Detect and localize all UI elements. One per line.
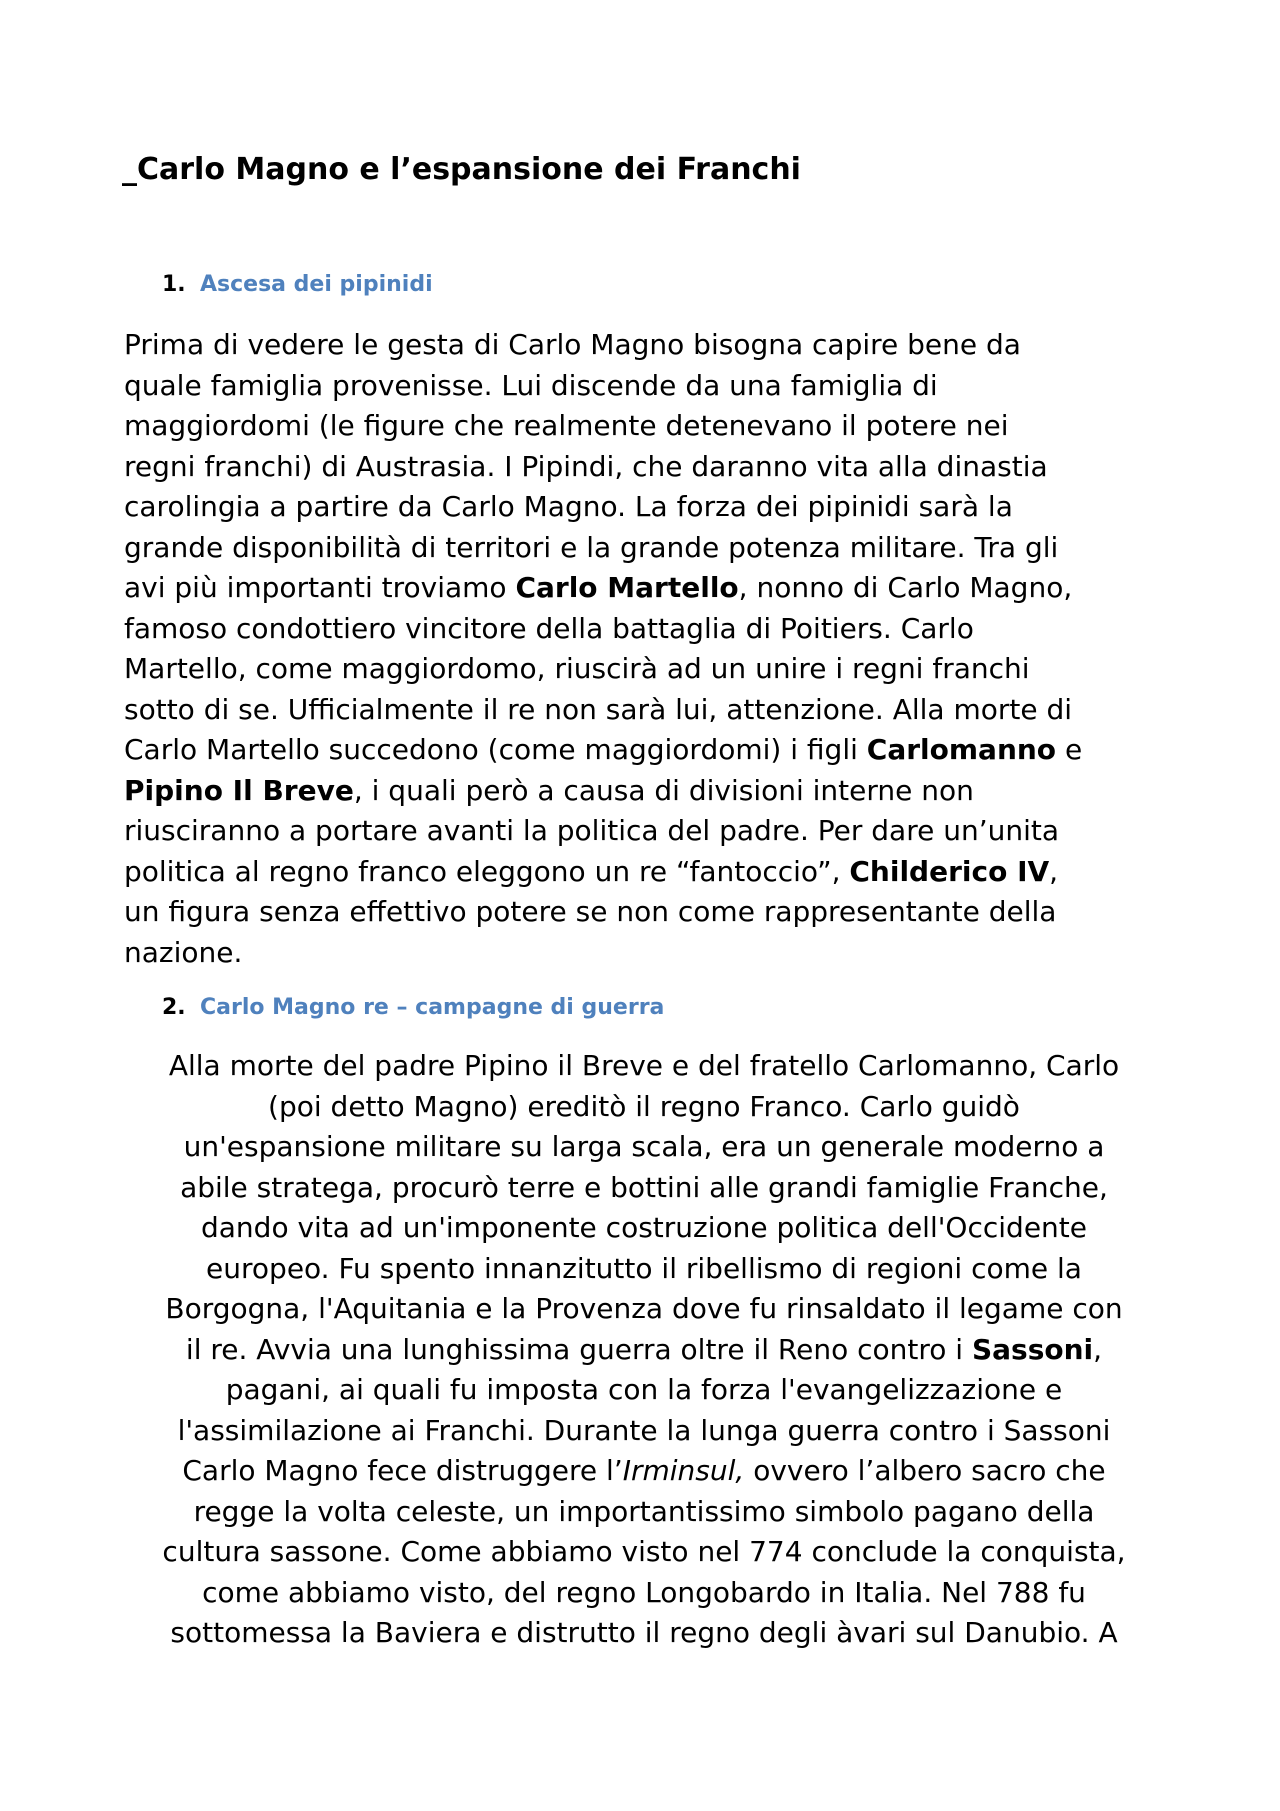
- text-line: come abbiamo visto, del regno Longobardo in Italia. Nel 788 fu: [202, 1575, 1086, 1609]
- text-line: Martello, come maggiordomo, riuscirà ad un unire i regni franchi: [124, 652, 1030, 685]
- bold-name: Childerico IV: [849, 854, 1050, 888]
- text-line: famoso condottiero vincitore della battaglia di Poitiers. Carlo: [124, 611, 974, 645]
- text-line: carolingia a partire da Carlo Magno. La forza dei pipinidi sarà la: [124, 490, 1013, 523]
- text-line: riusciranno a portare avanti la politica del padre. Per dare un’unita: [124, 814, 1060, 847]
- text-line: avi più importanti troviamo Carlo Martello, nonno di Carlo Magno,: [124, 571, 1073, 604]
- text-line: un figura senza effettivo potere se non come rappresentante della: [124, 895, 1057, 928]
- section-number: 1.: [162, 272, 186, 297]
- text-line: un'espansione militare su larga scala, era un generale moderno a: [183, 1130, 1105, 1163]
- section-heading-2: [162, 993, 664, 1023]
- italic-term: Irminsul,: [622, 1454, 745, 1487]
- text-line: maggiordomi (le figure che realmente detenevano il potere nei: [124, 409, 1009, 442]
- text-line: nazione.: [124, 935, 243, 969]
- text-line: sottomessa la Baviera e distrutto il regno degli àvari sul Danubio. A: [170, 1616, 1118, 1649]
- text-line: abile stratega, procurò terre e bottini alle grandi famiglie Franche,: [180, 1170, 1108, 1204]
- text-line: cultura sassone. Come abbiamo visto nel 774 conclude la conquista,: [162, 1535, 1126, 1568]
- section-title: Carlo Magno re – campagne di guerra: [200, 995, 665, 1020]
- document-title: _Carlo Magno e l’espansione dei Franchi: [122, 152, 801, 187]
- text-line: regni franchi) di Austrasia. I Pipindi, che daranno vita alla dinastia: [124, 449, 1048, 483]
- section-1-paragraph: [124, 325, 1174, 973]
- text-line: Alla morte del padre Pipino il Breve e del fratello Carlomanno, Carlo: [168, 1049, 1120, 1082]
- text-line: Carlo Magno fece distruggere l’Irminsul, ovvero l’albero sacro che: [182, 1454, 1106, 1487]
- section-heading-1: [162, 270, 433, 300]
- text-line: regge la volta celeste, un importantissimo simbolo pagano della: [193, 1494, 1095, 1528]
- bold-name: Sassoni: [971, 1332, 1094, 1366]
- text-line: dando vita ad un'imponente costruzione politica dell'Occidente: [201, 1211, 1087, 1244]
- bold-name: Pipino Il Breve: [124, 773, 354, 807]
- text-line: grande disponibilità di territori e la grande potenza militare. Tra gli: [124, 530, 1059, 564]
- section-2-paragraph: [124, 1046, 1164, 1654]
- text-line: Prima di vedere le gesta di Carlo Magno bisogna capire bene da: [124, 328, 1021, 361]
- bold-name: Carlomanno: [866, 733, 1057, 766]
- bold-name: Carlo Martello: [515, 571, 739, 604]
- text-line: Carlo Martello succedono (come maggiordomi) i figli Carlomanno e: [124, 733, 1083, 766]
- section-number: 2.: [162, 995, 186, 1020]
- text-line: il re. Avvia una lunghissima guerra oltre il Reno contro i Sassoni,: [185, 1332, 1103, 1366]
- text-line: pagani, ai quali fu imposta con la forza l'evangelizzazione e: [225, 1373, 1063, 1406]
- section-title: Ascesa dei pipinidi: [200, 272, 433, 297]
- text-line: l'assimilazione ai Franchi. Durante la lunga guerra contro i Sassoni: [177, 1413, 1111, 1447]
- text-line: Pipino Il Breve, i quali però a causa di divisioni interne non: [124, 773, 974, 807]
- text-line: politica al regno franco eleggono un re “fantoccio”, Childerico IV,: [124, 854, 1059, 888]
- text-line: sotto di se. Ufficialmente il re non sarà lui, attenzione. Alla morte di: [124, 692, 1073, 726]
- text-line: quale famiglia provenisse. Lui discende da una famiglia di: [124, 368, 938, 402]
- text-line: Borgogna, l'Aquitania e la Provenza dove fu rinsaldato il legame con: [165, 1292, 1123, 1325]
- text-line: (poi detto Magno) ereditò il regno Franco. Carlo guidò: [268, 1089, 1020, 1123]
- text-line: europeo. Fu spento innanzitutto il ribellismo di regioni come la: [206, 1251, 1082, 1285]
